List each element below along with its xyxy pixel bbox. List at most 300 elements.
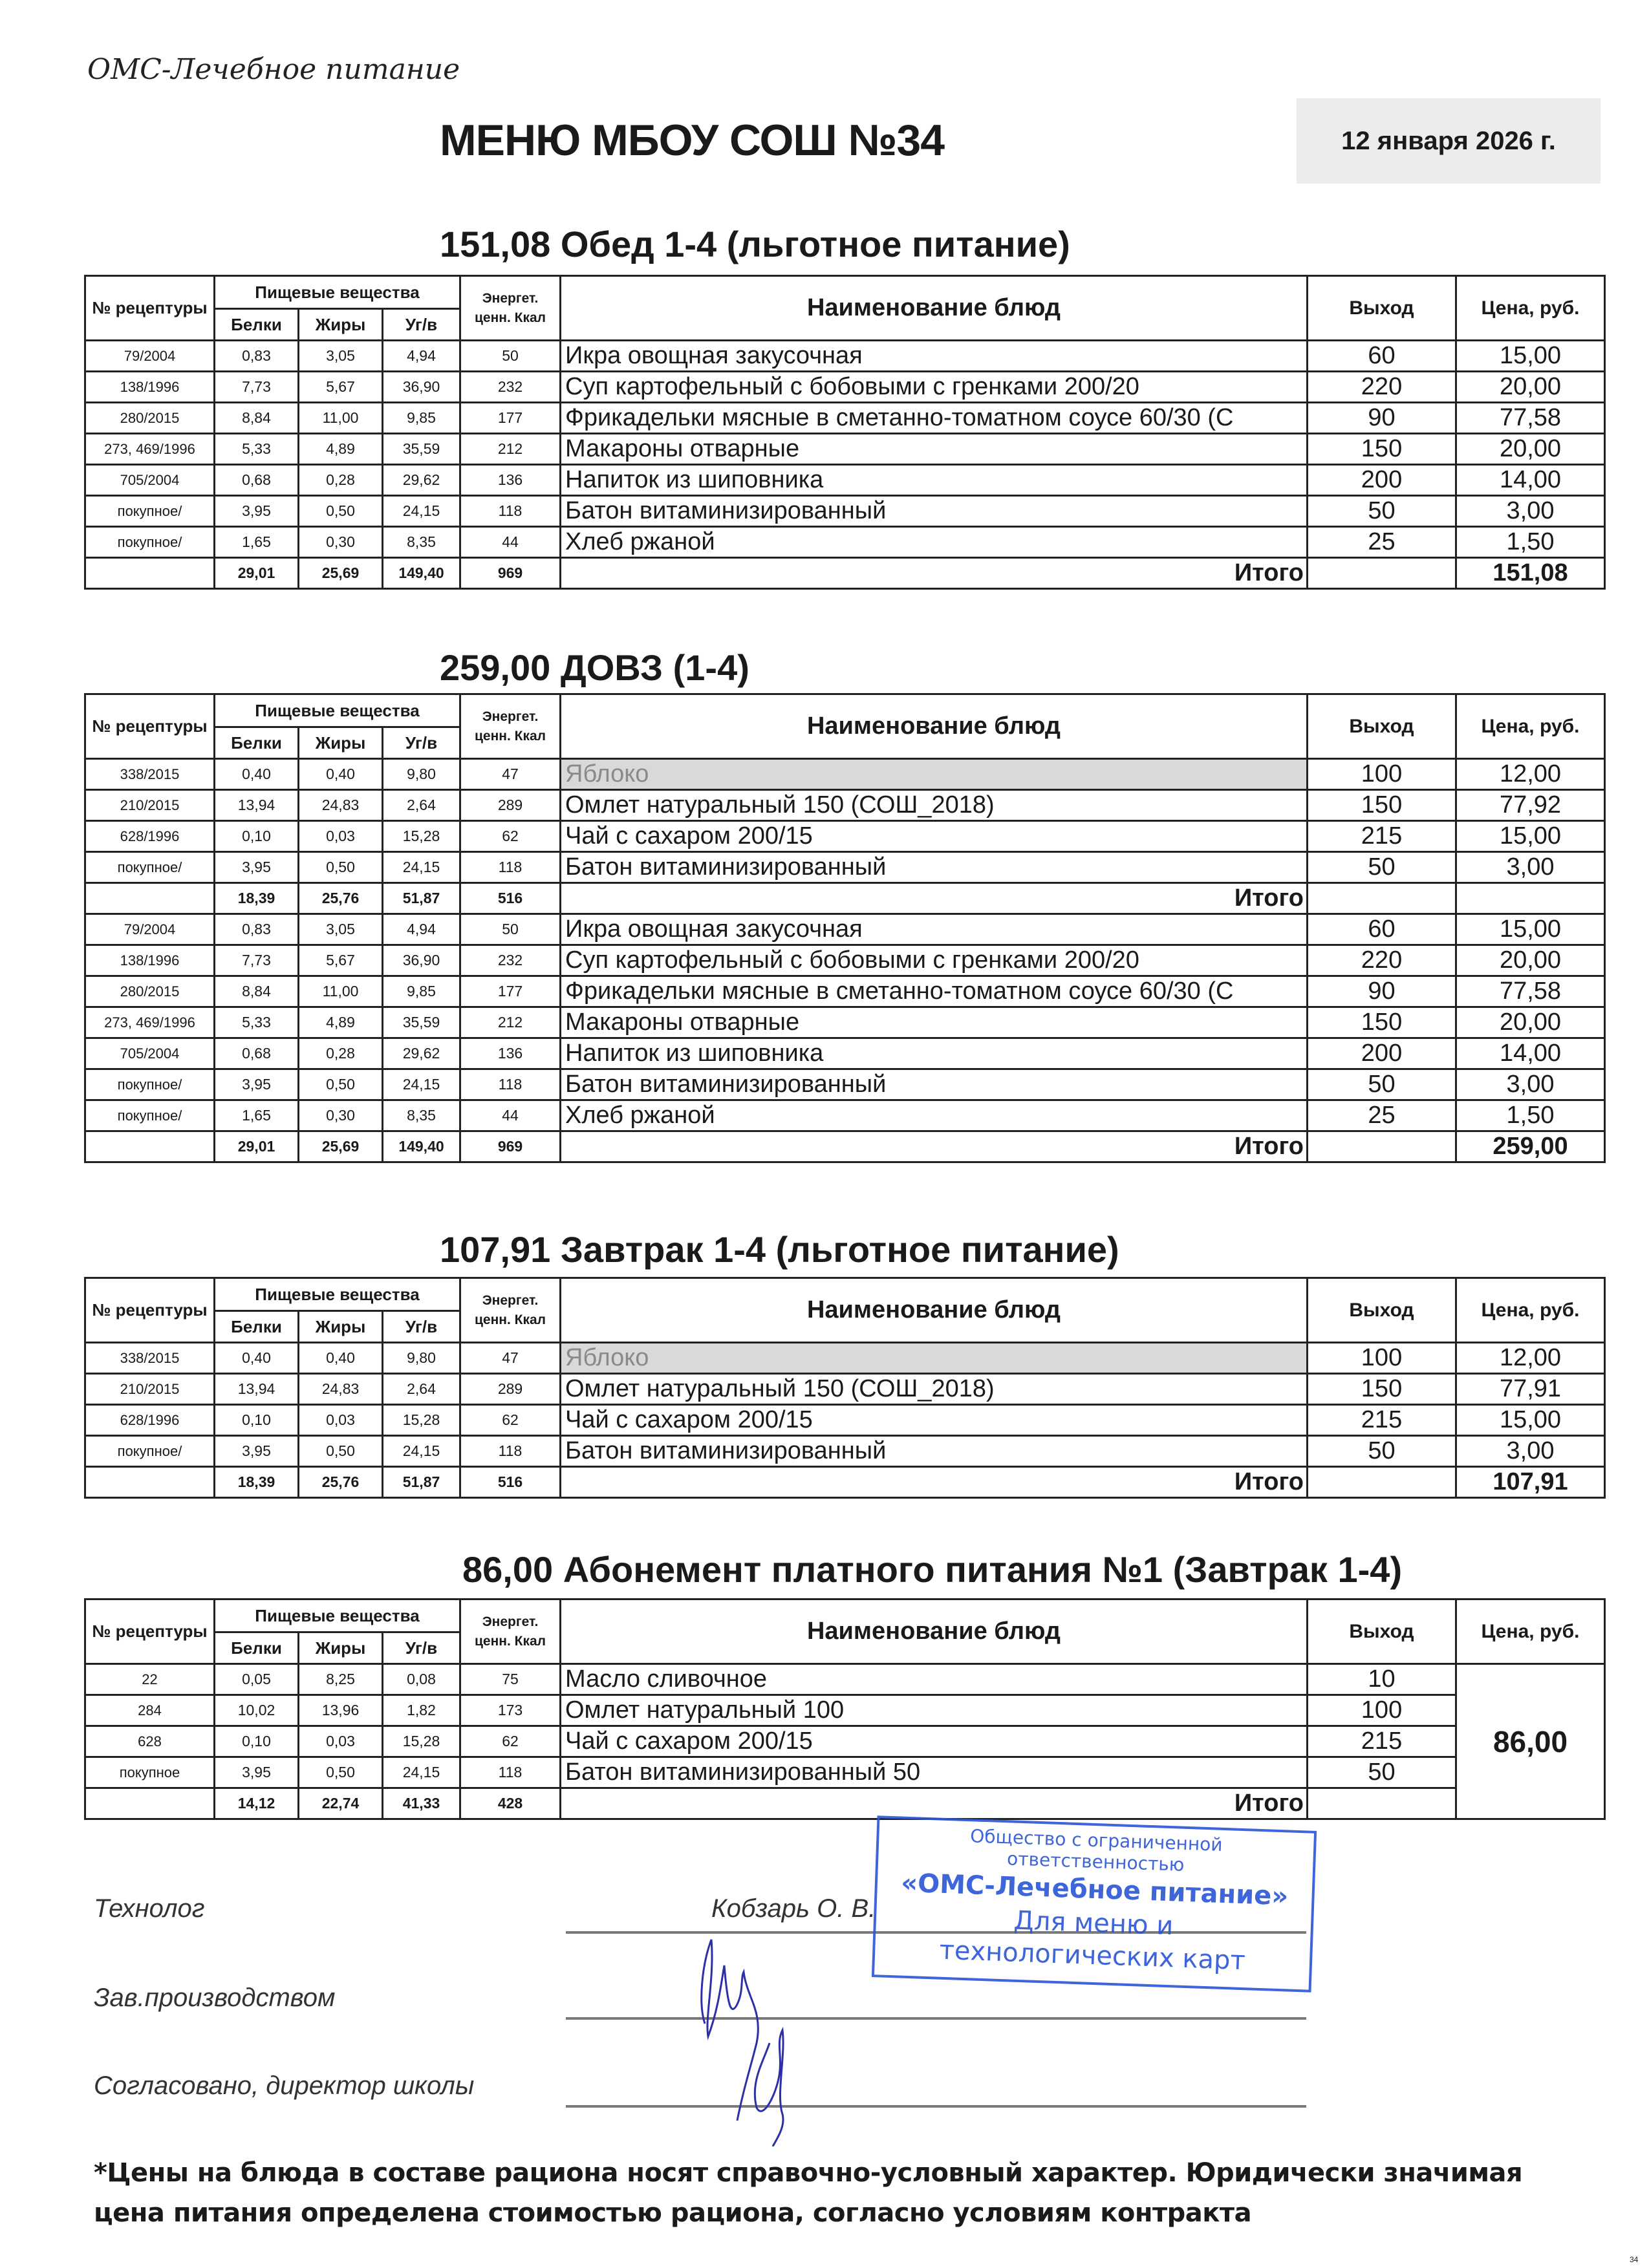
cell-recipe-no: покупное/ — [85, 1436, 215, 1467]
total-label: Итого — [561, 1788, 1308, 1819]
cell-dish-name: Напиток из шиповника — [561, 1038, 1308, 1069]
cell-output: 100 — [1308, 759, 1456, 790]
cell-fat: 4,89 — [299, 434, 383, 465]
cell-total-carbs: 51,87 — [383, 1467, 460, 1498]
cell-protein: 0,68 — [215, 465, 299, 496]
cell-dish-name: Хлеб ржаной — [561, 1100, 1308, 1131]
production-head-label: Зав.производством — [94, 1984, 336, 2012]
cell-price: 77,58 — [1456, 976, 1605, 1007]
technologist-label: Технолог — [94, 1894, 205, 1923]
cell-recipe-no: 705/2004 — [85, 465, 215, 496]
cell-output: 60 — [1308, 341, 1456, 372]
cell-output: 200 — [1308, 465, 1456, 496]
cell-price: 1,50 — [1456, 1100, 1605, 1131]
cell-carbs: 9,85 — [383, 403, 460, 434]
cell-price: 77,92 — [1456, 790, 1605, 821]
menu-table — [84, 275, 1606, 590]
cell-dish-name: Суп картофельный с бобовыми с гренками 200/20 — [561, 372, 1308, 403]
cell-output: 215 — [1308, 1405, 1456, 1436]
cell-carbs: 35,59 — [383, 434, 460, 465]
cell-fat: 0,03 — [299, 821, 383, 852]
cell-kcal: 75 — [460, 1664, 561, 1695]
cell-kcal: 177 — [460, 403, 561, 434]
cell-carbs: 15,28 — [383, 1405, 460, 1436]
table-row — [85, 1007, 1605, 1038]
cell-carbs: 4,94 — [383, 341, 460, 372]
cell-total-price — [1456, 883, 1605, 914]
cell-dish-name: Икра овощная закусочная — [561, 914, 1308, 945]
cell-output: 50 — [1308, 852, 1456, 883]
cell-empty — [85, 883, 215, 914]
cell-output: 200 — [1308, 1038, 1456, 1069]
cell-kcal: 177 — [460, 976, 561, 1007]
cell-kcal: 212 — [460, 434, 561, 465]
cell-dish-name: Батон витаминизированный — [561, 1436, 1308, 1467]
header-nutrients: Пищевые вещества — [215, 1599, 460, 1632]
cell-empty — [1308, 1788, 1456, 1819]
cell-protein: 8,84 — [215, 403, 299, 434]
cell-total-kcal: 516 — [460, 883, 561, 914]
cell-output: 150 — [1308, 434, 1456, 465]
header-carbs: Уг/в — [383, 1311, 460, 1343]
cell-fat: 0,28 — [299, 465, 383, 496]
cell-total-fat: 25,76 — [299, 1467, 383, 1498]
cell-protein: 13,94 — [215, 1374, 299, 1405]
header-fat: Жиры — [299, 1311, 383, 1343]
cell-protein: 10,02 — [215, 1695, 299, 1726]
cell-carbs: 29,62 — [383, 465, 460, 496]
header-nutrients: Пищевые вещества — [215, 694, 460, 727]
table-row — [85, 1374, 1605, 1405]
company-stamp — [872, 1815, 1317, 1993]
cell-carbs: 24,15 — [383, 496, 460, 527]
header-dish-name: Наименование блюд — [561, 1599, 1308, 1664]
cell-fat: 0,50 — [299, 1069, 383, 1100]
total-label: Итого — [561, 1131, 1308, 1162]
cell-recipe-no: покупное/ — [85, 1100, 215, 1131]
cell-kcal: 173 — [460, 1695, 561, 1726]
cell-empty — [85, 558, 215, 589]
table-row — [85, 945, 1605, 976]
header-fat: Жиры — [299, 1632, 383, 1664]
cell-total-protein: 29,01 — [215, 558, 299, 589]
director-signature-line — [566, 2105, 1306, 2108]
cell-carbs: 0,08 — [383, 1664, 460, 1695]
table-row — [85, 372, 1605, 403]
header-price: Цена, руб. — [1456, 1599, 1605, 1664]
cell-fat: 3,05 — [299, 341, 383, 372]
header-carbs: Уг/в — [383, 727, 460, 759]
menu-date: 12 января 2026 г. — [1341, 126, 1556, 155]
cell-dish-name: Напиток из шиповника — [561, 465, 1308, 496]
header-output: Выход — [1308, 1599, 1456, 1664]
cell-kcal: 50 — [460, 341, 561, 372]
cell-dish-name: Яблоко — [561, 1343, 1308, 1374]
header-dish-name: Наименование блюд — [561, 694, 1308, 759]
total-row — [85, 558, 1605, 589]
cell-recipe-no: 22 — [85, 1664, 215, 1695]
cell-output: 100 — [1308, 1343, 1456, 1374]
cell-protein: 5,33 — [215, 434, 299, 465]
cell-output: 25 — [1308, 1100, 1456, 1131]
cell-fat: 0,50 — [299, 496, 383, 527]
header-fat: Жиры — [299, 309, 383, 341]
header-dish-name: Наименование блюд — [561, 276, 1308, 341]
cell-protein: 0,10 — [215, 1726, 299, 1757]
cell-protein: 3,95 — [215, 1757, 299, 1788]
cell-protein: 0,68 — [215, 1038, 299, 1069]
cell-recipe-no: 273, 469/1996 — [85, 1007, 215, 1038]
header-energy: Энергет. ценн. Ккал — [460, 276, 561, 341]
cell-fat: 4,89 — [299, 1007, 383, 1038]
cell-kcal: 289 — [460, 1374, 561, 1405]
cell-protein: 0,05 — [215, 1664, 299, 1695]
cell-kcal: 232 — [460, 372, 561, 403]
price-disclaimer-note: *Цены на блюда в составе рациона носят справочно-условный характер. Юридически значимая цена питания определена стоимостью рациона, согласно условиям контракта — [94, 2158, 1523, 2228]
cell-carbs: 8,35 — [383, 1100, 460, 1131]
cell-kcal: 118 — [460, 852, 561, 883]
cell-recipe-no: покупное/ — [85, 527, 215, 558]
table-row — [85, 1405, 1605, 1436]
cell-fat: 0,40 — [299, 1343, 383, 1374]
cell-protein: 1,65 — [215, 1100, 299, 1131]
cell-total-carbs: 41,33 — [383, 1788, 460, 1819]
cell-dish-name: Батон витаминизированный — [561, 496, 1308, 527]
table-row — [85, 1695, 1605, 1726]
table-row — [85, 434, 1605, 465]
cell-recipe-no: 284 — [85, 1695, 215, 1726]
cell-kcal: 118 — [460, 1069, 561, 1100]
cell-carbs: 29,62 — [383, 1038, 460, 1069]
company-logo-text: ОМС-Лечебное питание — [87, 53, 460, 86]
cell-protein: 1,65 — [215, 527, 299, 558]
section-title: 151,08 Обед 1-4 (льготное питание) — [440, 224, 1070, 264]
cell-kcal: 136 — [460, 465, 561, 496]
cell-dish-name: Икра овощная закусочная — [561, 341, 1308, 372]
cell-empty — [1308, 558, 1456, 589]
table-row — [85, 1343, 1605, 1374]
cell-protein: 8,84 — [215, 976, 299, 1007]
table-row — [85, 821, 1605, 852]
cell-kcal: 118 — [460, 1436, 561, 1467]
header-fat: Жиры — [299, 727, 383, 759]
menu-table — [84, 1277, 1606, 1499]
cell-output: 150 — [1308, 790, 1456, 821]
technologist-name: Кобзарь О. В. — [711, 1894, 876, 1923]
page-title: МЕНЮ МБОУ СОШ №34 — [440, 116, 945, 165]
cell-carbs: 4,94 — [383, 914, 460, 945]
cell-price: 15,00 — [1456, 341, 1605, 372]
cell-protein: 7,73 — [215, 945, 299, 976]
cell-carbs: 9,80 — [383, 759, 460, 790]
cell-output: 10 — [1308, 1664, 1456, 1695]
cell-carbs: 1,82 — [383, 1695, 460, 1726]
cell-fat: 8,25 — [299, 1664, 383, 1695]
cell-carbs: 24,15 — [383, 1436, 460, 1467]
cell-recipe-no: покупное/ — [85, 852, 215, 883]
cell-output: 60 — [1308, 914, 1456, 945]
cell-carbs: 15,28 — [383, 821, 460, 852]
date-box — [1297, 98, 1600, 184]
cell-dish-name: Яблоко — [561, 759, 1308, 790]
cell-recipe-no: покупное — [85, 1757, 215, 1788]
header-price: Цена, руб. — [1456, 694, 1605, 759]
cell-recipe-no: 273, 469/1996 — [85, 434, 215, 465]
cell-dish-name: Хлеб ржаной — [561, 527, 1308, 558]
cell-carbs: 24,15 — [383, 852, 460, 883]
cell-kcal: 62 — [460, 821, 561, 852]
cell-price: 14,00 — [1456, 1038, 1605, 1069]
table-row — [85, 527, 1605, 558]
table-row — [85, 1069, 1605, 1100]
cell-total-protein: 29,01 — [215, 1131, 299, 1162]
cell-combined-price: 86,00 — [1456, 1664, 1605, 1819]
cell-carbs: 24,15 — [383, 1069, 460, 1100]
cell-output: 220 — [1308, 945, 1456, 976]
cell-dish-name: Фрикадельки мясные в сметанно-томатном соусе 60/30 (С — [561, 976, 1308, 1007]
table-row — [85, 341, 1605, 372]
cell-carbs: 24,15 — [383, 1757, 460, 1788]
header-recipe-no: № рецептуры — [85, 1278, 215, 1343]
cell-carbs: 36,90 — [383, 372, 460, 403]
cell-fat: 0,03 — [299, 1405, 383, 1436]
cell-recipe-no: 280/2015 — [85, 403, 215, 434]
header-protein: Белки — [215, 1632, 299, 1664]
cell-empty — [1308, 1131, 1456, 1162]
cell-fat: 24,83 — [299, 1374, 383, 1405]
cell-fat: 3,05 — [299, 914, 383, 945]
table-row — [85, 790, 1605, 821]
cell-price: 3,00 — [1456, 852, 1605, 883]
cell-kcal: 50 — [460, 914, 561, 945]
cell-total-fat: 22,74 — [299, 1788, 383, 1819]
table-row — [85, 1664, 1605, 1695]
cell-empty — [1308, 1467, 1456, 1498]
cell-total-carbs: 149,40 — [383, 1131, 460, 1162]
cell-recipe-no: 210/2015 — [85, 1374, 215, 1405]
stamp-line-2: «ОМС-Лечебное питание» — [900, 1868, 1289, 1912]
cell-kcal: 289 — [460, 790, 561, 821]
cell-total-carbs: 51,87 — [383, 883, 460, 914]
cell-output: 100 — [1308, 1695, 1456, 1726]
cell-total-kcal: 428 — [460, 1788, 561, 1819]
table-row — [85, 1726, 1605, 1757]
header-output: Выход — [1308, 276, 1456, 341]
cell-price: 12,00 — [1456, 759, 1605, 790]
header-carbs: Уг/в — [383, 309, 460, 341]
menu-table — [84, 693, 1606, 1163]
table-row — [85, 852, 1605, 883]
cell-price: 15,00 — [1456, 1405, 1605, 1436]
stamp-line-4: технологических карт — [938, 1935, 1246, 1976]
cell-price: 3,00 — [1456, 1069, 1605, 1100]
cell-total-protein: 14,12 — [215, 1788, 299, 1819]
cell-price: 20,00 — [1456, 434, 1605, 465]
cell-fat: 0,40 — [299, 759, 383, 790]
header-protein: Белки — [215, 309, 299, 341]
header-price: Цена, руб. — [1456, 276, 1605, 341]
cell-recipe-no: 628/1996 — [85, 821, 215, 852]
header-recipe-no: № рецептуры — [85, 694, 215, 759]
header-recipe-no: № рецептуры — [85, 1599, 215, 1664]
stamp-line-1: Общество с ограниченной ответственностью — [969, 1825, 1223, 1876]
cell-price: 20,00 — [1456, 372, 1605, 403]
cell-dish-name: Батон витаминизированный 50 — [561, 1757, 1308, 1788]
cell-recipe-no: 210/2015 — [85, 790, 215, 821]
table-row — [85, 465, 1605, 496]
total-row — [85, 1788, 1605, 1819]
cell-recipe-no: 138/1996 — [85, 945, 215, 976]
total-label: Итого — [561, 1467, 1308, 1498]
cell-price: 20,00 — [1456, 945, 1605, 976]
cell-dish-name: Омлет натуральный 150 (СОШ_2018) — [561, 1374, 1308, 1405]
cell-output: 50 — [1308, 1069, 1456, 1100]
cell-dish-name: Омлет натуральный 150 (СОШ_2018) — [561, 790, 1308, 821]
cell-dish-name: Макароны отварные — [561, 1007, 1308, 1038]
cell-fat: 0,50 — [299, 852, 383, 883]
cell-kcal: 47 — [460, 1343, 561, 1374]
cell-carbs: 9,85 — [383, 976, 460, 1007]
total-row — [85, 1131, 1605, 1162]
cell-fat: 0,28 — [299, 1038, 383, 1069]
cell-price: 15,00 — [1456, 914, 1605, 945]
cell-carbs: 35,59 — [383, 1007, 460, 1038]
cell-fat: 0,30 — [299, 1100, 383, 1131]
cell-fat: 0,03 — [299, 1726, 383, 1757]
cell-protein: 5,33 — [215, 1007, 299, 1038]
cell-fat: 0,50 — [299, 1757, 383, 1788]
cell-kcal: 118 — [460, 1757, 561, 1788]
cell-protein: 13,94 — [215, 790, 299, 821]
handwritten-signature-icon — [685, 1927, 828, 2146]
cell-fat: 0,30 — [299, 527, 383, 558]
cell-empty — [85, 1131, 215, 1162]
cell-protein: 0,83 — [215, 341, 299, 372]
header-energy: Энергет. ценн. Ккал — [460, 1278, 561, 1343]
cell-carbs: 2,64 — [383, 790, 460, 821]
cell-recipe-no: 628 — [85, 1726, 215, 1757]
cell-price: 15,00 — [1456, 821, 1605, 852]
cell-price: 77,58 — [1456, 403, 1605, 434]
cell-fat: 0,50 — [299, 1436, 383, 1467]
cell-protein: 0,40 — [215, 759, 299, 790]
header-recipe-no: № рецептуры — [85, 276, 215, 341]
cell-output: 90 — [1308, 976, 1456, 1007]
table-row — [85, 1100, 1605, 1131]
cell-total-price: 151,08 — [1456, 558, 1605, 589]
header-carbs: Уг/в — [383, 1632, 460, 1664]
cell-recipe-no: 338/2015 — [85, 759, 215, 790]
cell-recipe-no: 280/2015 — [85, 976, 215, 1007]
cell-output: 150 — [1308, 1374, 1456, 1405]
table-row — [85, 1757, 1605, 1788]
cell-total-price: 107,91 — [1456, 1467, 1605, 1498]
cell-total-protein: 18,39 — [215, 883, 299, 914]
header-energy: Энергет. ценн. Ккал — [460, 694, 561, 759]
cell-price: 12,00 — [1456, 1343, 1605, 1374]
cell-total-kcal: 969 — [460, 1131, 561, 1162]
table-row — [85, 1436, 1605, 1467]
cell-output: 50 — [1308, 1436, 1456, 1467]
cell-empty — [85, 1788, 215, 1819]
cell-protein: 3,95 — [215, 852, 299, 883]
cell-empty — [85, 1467, 215, 1498]
cell-recipe-no: 628/1996 — [85, 1405, 215, 1436]
cell-total-kcal: 516 — [460, 1467, 561, 1498]
cell-fat: 24,83 — [299, 790, 383, 821]
cell-output: 90 — [1308, 403, 1456, 434]
cell-total-fat: 25,69 — [299, 1131, 383, 1162]
total-label: Итого — [561, 883, 1308, 914]
cell-dish-name: Фрикадельки мясные в сметанно-томатном соусе 60/30 (С — [561, 403, 1308, 434]
cell-dish-name: Батон витаминизированный — [561, 852, 1308, 883]
cell-empty — [1308, 883, 1456, 914]
cell-price: 14,00 — [1456, 465, 1605, 496]
page-marker: 34 — [1630, 2255, 1639, 2264]
cell-price: 3,00 — [1456, 496, 1605, 527]
cell-fat: 5,67 — [299, 945, 383, 976]
section-title: 259,00 ДОВЗ (1-4) — [440, 647, 749, 688]
menu-table — [84, 1598, 1606, 1820]
cell-recipe-no: 79/2004 — [85, 914, 215, 945]
header-dish-name: Наименование блюд — [561, 1278, 1308, 1343]
cell-total-kcal: 969 — [460, 558, 561, 589]
cell-protein: 3,95 — [215, 1069, 299, 1100]
cell-carbs: 8,35 — [383, 527, 460, 558]
cell-output: 215 — [1308, 821, 1456, 852]
header-protein: Белки — [215, 727, 299, 759]
header-nutrients: Пищевые вещества — [215, 276, 460, 309]
cell-dish-name: Чай с сахаром 200/15 — [561, 1726, 1308, 1757]
cell-output: 220 — [1308, 372, 1456, 403]
cell-price: 20,00 — [1456, 1007, 1605, 1038]
cell-recipe-no: 138/1996 — [85, 372, 215, 403]
cell-dish-name: Чай с сахаром 200/15 — [561, 821, 1308, 852]
cell-fat: 13,96 — [299, 1695, 383, 1726]
cell-dish-name: Макароны отварные — [561, 434, 1308, 465]
table-row — [85, 403, 1605, 434]
cell-recipe-no: 705/2004 — [85, 1038, 215, 1069]
cell-protein: 0,10 — [215, 1405, 299, 1436]
cell-recipe-no: покупное/ — [85, 1069, 215, 1100]
table-row — [85, 1038, 1605, 1069]
header-output: Выход — [1308, 1278, 1456, 1343]
header-protein: Белки — [215, 1311, 299, 1343]
cell-fat: 11,00 — [299, 976, 383, 1007]
cell-carbs: 2,64 — [383, 1374, 460, 1405]
total-row — [85, 883, 1605, 914]
cell-price: 1,50 — [1456, 527, 1605, 558]
header-output: Выход — [1308, 694, 1456, 759]
header-energy: Энергет. ценн. Ккал — [460, 1599, 561, 1664]
stamp-line-3: Для меню и — [1013, 1905, 1174, 1942]
cell-price: 77,91 — [1456, 1374, 1605, 1405]
cell-total-price: 259,00 — [1456, 1131, 1605, 1162]
cell-dish-name: Омлет натуральный 100 — [561, 1695, 1308, 1726]
cell-kcal: 62 — [460, 1726, 561, 1757]
table-row — [85, 914, 1605, 945]
table-row — [85, 759, 1605, 790]
cell-kcal: 47 — [460, 759, 561, 790]
cell-protein: 0,40 — [215, 1343, 299, 1374]
cell-output: 215 — [1308, 1726, 1456, 1757]
cell-carbs: 9,80 — [383, 1343, 460, 1374]
production-head-signature-line — [566, 2017, 1306, 2020]
cell-fat: 11,00 — [299, 403, 383, 434]
cell-protein: 7,73 — [215, 372, 299, 403]
cell-carbs: 15,28 — [383, 1726, 460, 1757]
header-nutrients: Пищевые вещества — [215, 1278, 460, 1311]
